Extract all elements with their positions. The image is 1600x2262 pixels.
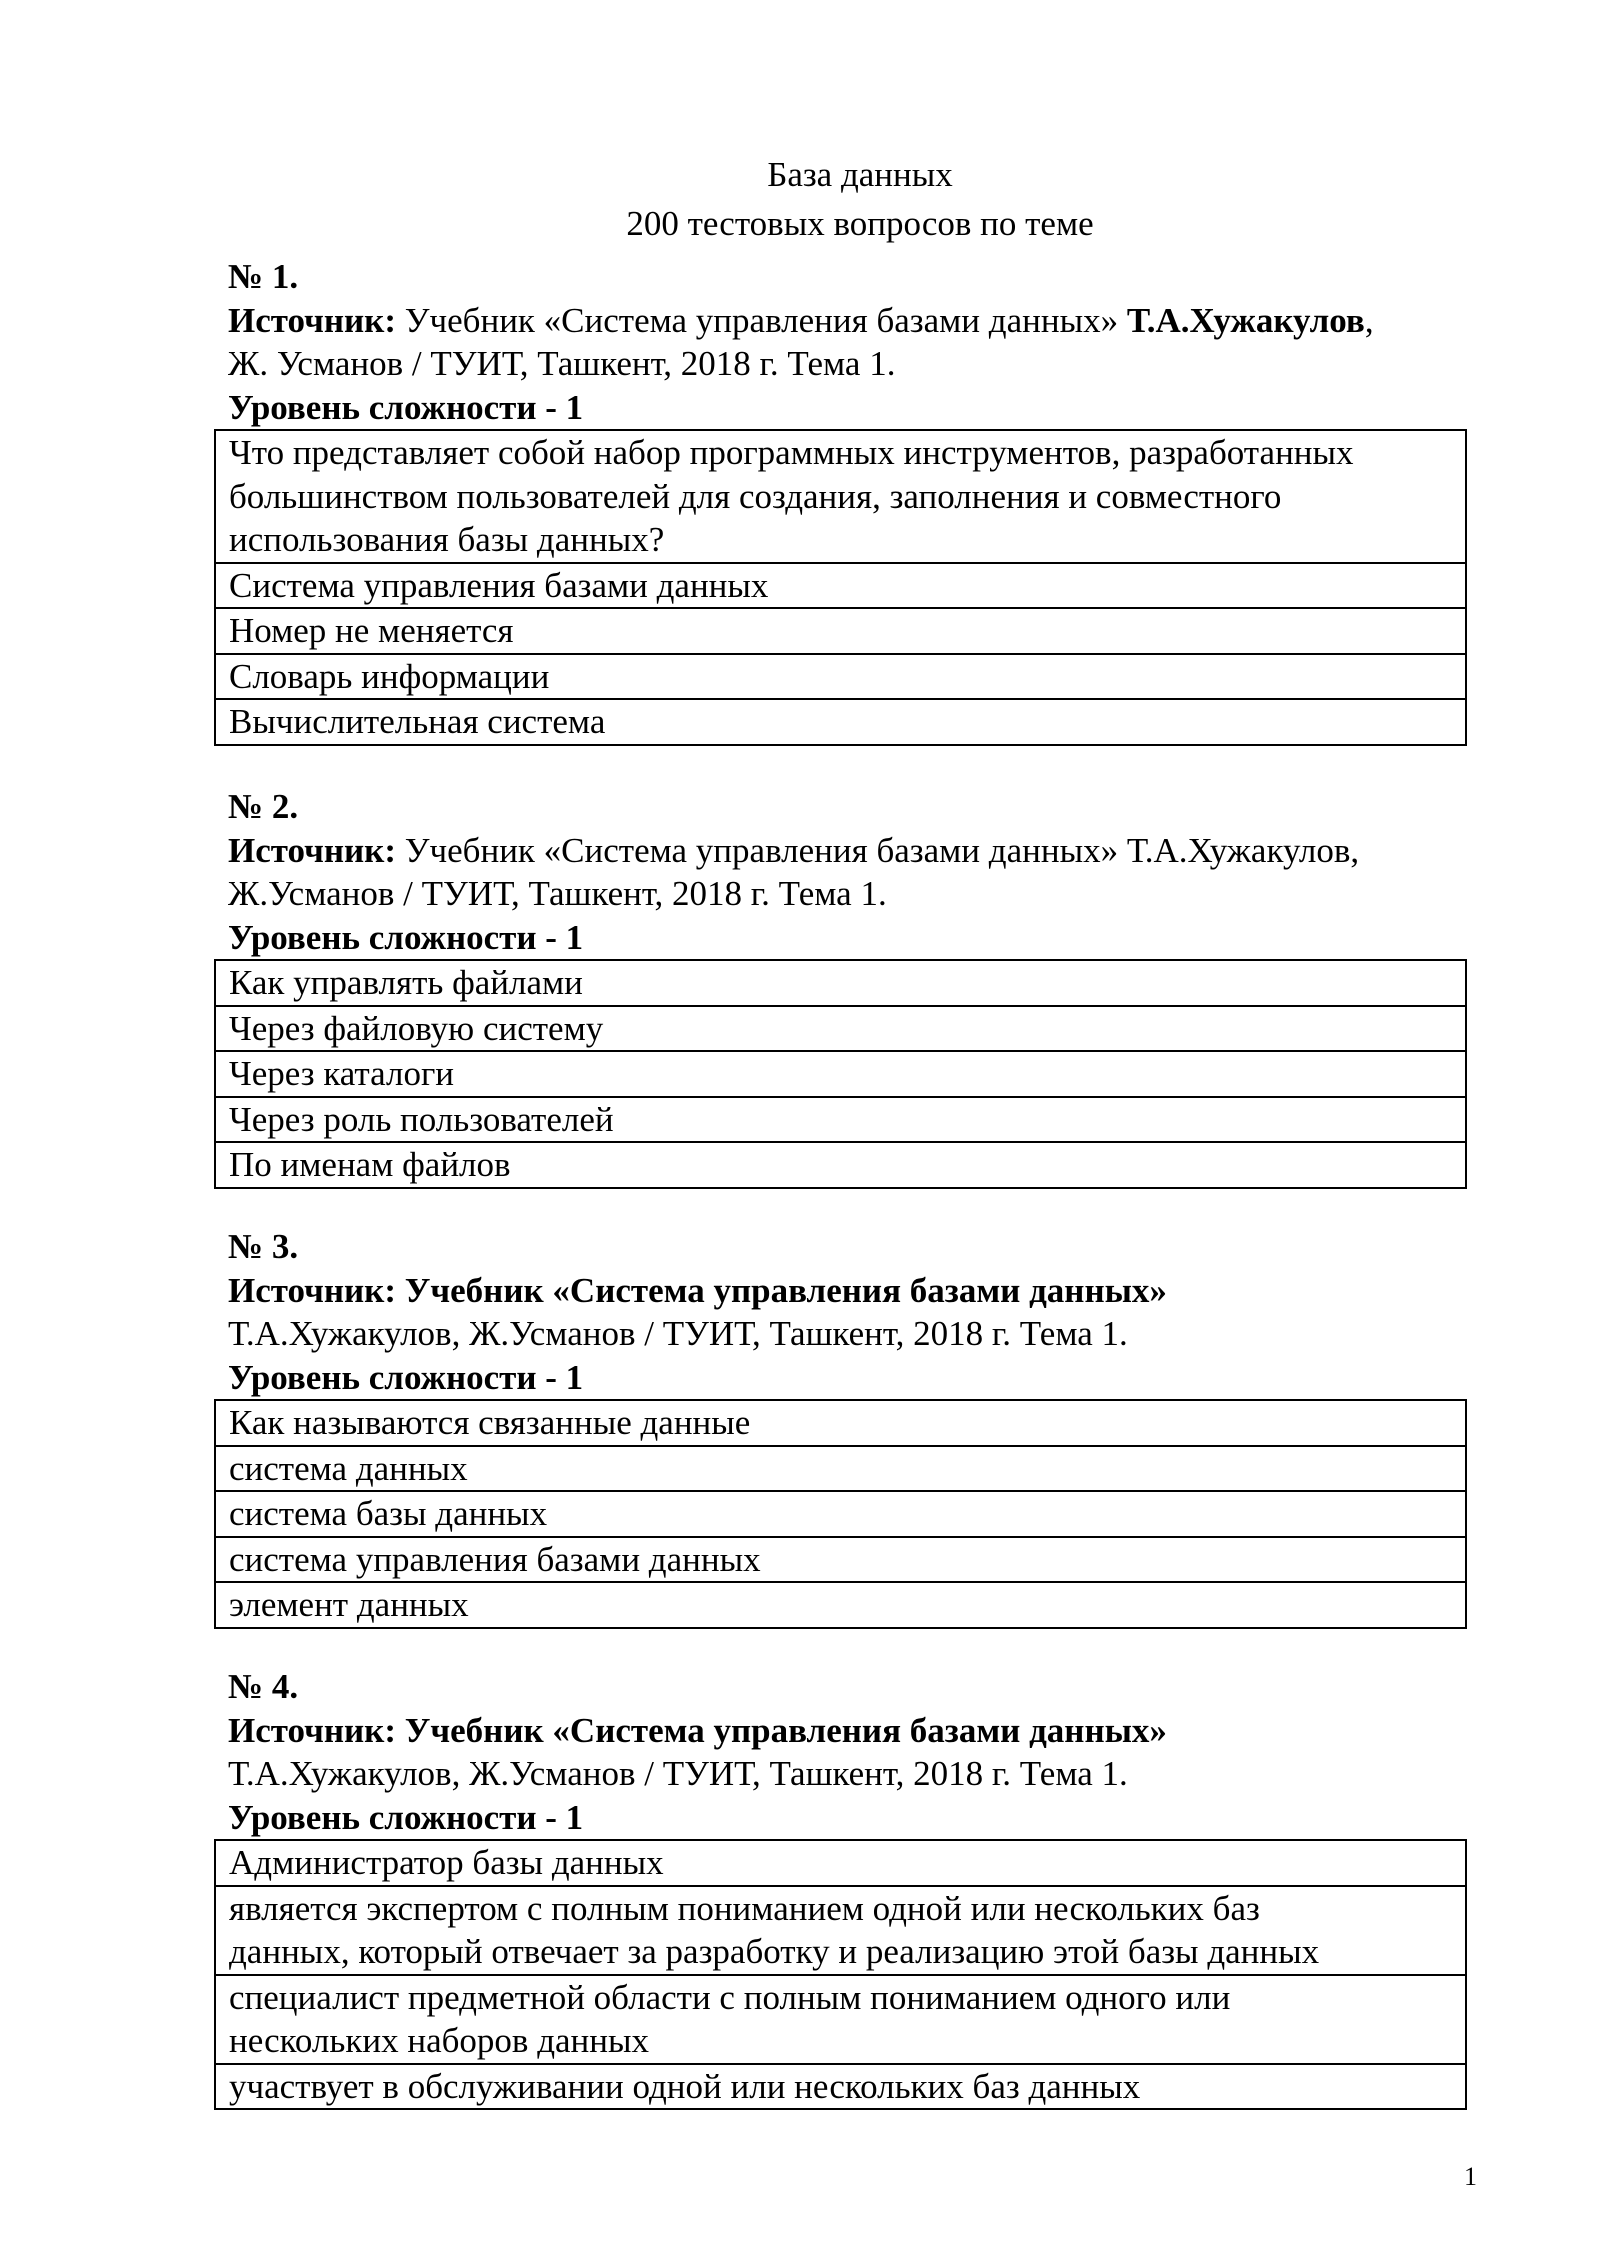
question-source (228, 829, 1468, 873)
answer-row (215, 1491, 1466, 1537)
question-text: Как называются связанные данные (215, 1400, 1466, 1446)
answer-row (215, 2064, 1466, 2110)
answer-text: система данных (215, 1446, 1466, 1492)
answer-row (215, 1142, 1466, 1188)
answer-row (215, 1006, 1466, 1052)
answer-row (215, 1537, 1466, 1583)
question-block-3 (228, 1225, 1468, 1629)
answer-text: Словарь информации (215, 654, 1466, 700)
answer-row (215, 1582, 1466, 1628)
answer-text: Система управления базами данных (215, 563, 1466, 609)
answer-row (215, 699, 1466, 745)
source-label: Источник: (228, 830, 396, 870)
difficulty-level: Уровень сложности - 1 (228, 1797, 584, 1837)
source-author: Т.А.Хужакулов (1126, 300, 1365, 340)
answer-row (215, 1975, 1466, 2064)
difficulty-level: Уровень сложности - 1 (228, 387, 584, 427)
answer-row (215, 563, 1466, 609)
answer-row (215, 1097, 1466, 1143)
answer-text: система управления базами данных (215, 1537, 1466, 1583)
question-table (214, 1839, 1467, 2110)
answer-text: участвует в обслуживании одной или нескольких баз данных (215, 2064, 1466, 2110)
question-number: № 3. (228, 1227, 299, 1266)
question-number: № 2. (228, 787, 299, 826)
document-subtitle: 200 тестовых вопросов по теме (626, 204, 1094, 243)
difficulty-level: Уровень сложности - 1 (228, 1357, 584, 1397)
question-text: Администратор базы данных (215, 1840, 1466, 1886)
answer-row (215, 1446, 1466, 1492)
answer-text: Номер не меняется (215, 608, 1466, 654)
source-label: Источник: (228, 300, 396, 340)
question-source: Источник: Учебник «Система управления базами данных» (228, 1270, 1167, 1310)
answer-text: Через роль пользователей (215, 1097, 1466, 1143)
answer-text: Через файловую систему (215, 1006, 1466, 1052)
source-text: Учебник «Система управления базами данных» (395, 300, 1127, 340)
question-number: № 4. (228, 1667, 299, 1706)
question-block-1 (228, 255, 1468, 746)
question-text: Что представляет собой набор программных инструментов, разработанных большинством пользователей для создания, заполнения и совместного использования базы данных? (215, 430, 1466, 563)
question-text: Как управлять файлами (215, 960, 1466, 1006)
question-table (214, 959, 1467, 1189)
question-table (214, 429, 1467, 746)
answer-row (215, 608, 1466, 654)
answer-text: По именам файлов (215, 1142, 1466, 1188)
question-row (215, 960, 1466, 1006)
question-row (215, 1400, 1466, 1446)
source-text: Учебник «Система управления базами данных» Т.А.Хужакулов, (395, 830, 1360, 870)
question-source: Источник: Учебник «Система управления базами данных» (228, 1710, 1167, 1750)
question-block-2 (228, 785, 1468, 1189)
answer-text: система базы данных (215, 1491, 1466, 1537)
difficulty-level: Уровень сложности - 1 (228, 917, 584, 957)
source-line-2: Т.А.Хужакулов, Ж.Усманов / ТУИТ, Ташкент, 2018 г. Тема 1. (228, 1314, 1128, 1353)
question-row (215, 1840, 1466, 1886)
question-block-4 (228, 1665, 1468, 2110)
source-line-2: Ж.Усманов / ТУИТ, Ташкент, 2018 г. Тема 1. (228, 874, 887, 913)
source-line-2: Т.А.Хужакулов, Ж.Усманов / ТУИТ, Ташкент, 2018 г. Тема 1. (228, 1754, 1128, 1793)
answer-row (215, 1886, 1466, 1975)
question-table (214, 1399, 1467, 1629)
source-tail: , (1364, 300, 1374, 340)
answer-text: Вычислительная система (215, 699, 1466, 745)
answer-text: является экспертом с полным пониманием одной или нескольких баз данных, который отвечает за разработку и реализацию этой базы данных (215, 1886, 1466, 1975)
answer-row (215, 654, 1466, 700)
answer-text: элемент данных (215, 1582, 1466, 1628)
question-number: № 1. (228, 257, 299, 296)
answer-row (215, 1051, 1466, 1097)
source-line-2: Ж. Усманов / ТУИТ, Ташкент, 2018 г. Тема 1. (228, 344, 896, 383)
answer-text: Через каталоги (215, 1051, 1466, 1097)
question-row (215, 430, 1466, 563)
document-title: База данных (767, 155, 953, 194)
question-source (228, 299, 1468, 343)
answer-text: специалист предметной области с полным пониманием одного или нескольких наборов данных (215, 1975, 1466, 2064)
page-number: 1 (1464, 2162, 1477, 2191)
